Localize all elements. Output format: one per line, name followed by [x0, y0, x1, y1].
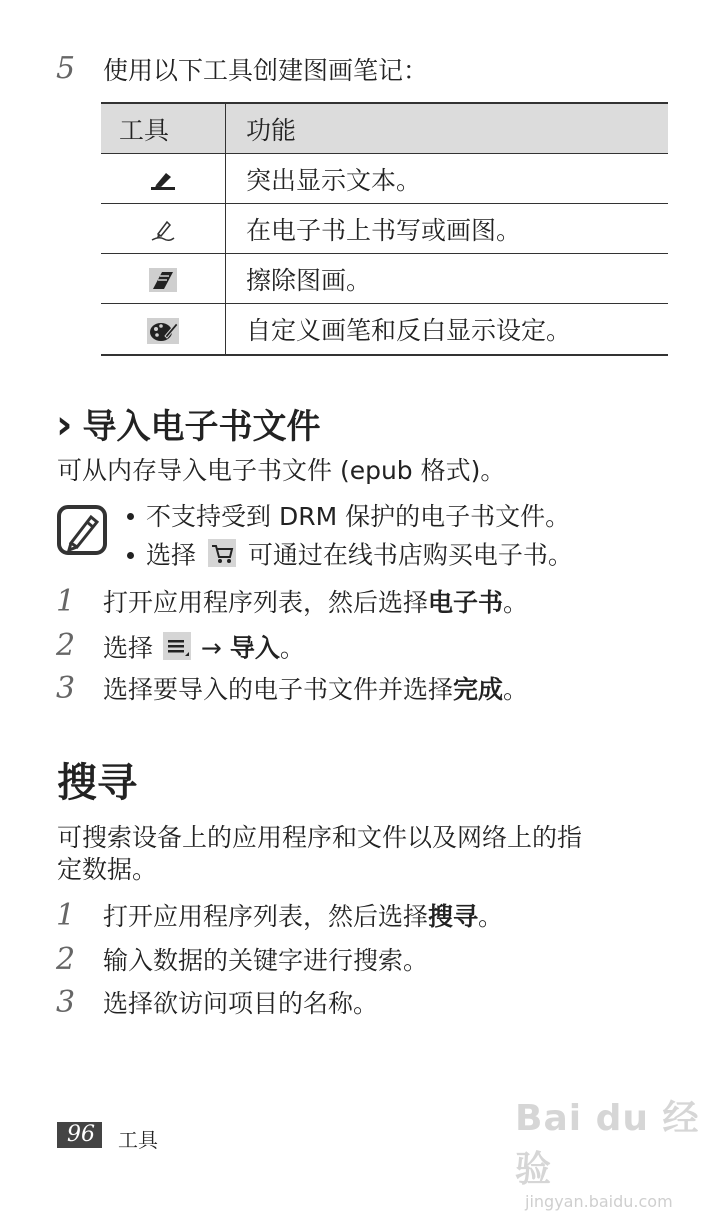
step-text-bold: 完成	[453, 675, 504, 704]
table-cell-icon	[101, 204, 226, 254]
page-number: 96	[57, 1122, 102, 1148]
description-line: 可搜索设备上的应用程序和文件以及网络上的指	[57, 823, 583, 852]
tools-table	[101, 102, 668, 356]
step-text	[103, 902, 503, 932]
note-item	[127, 539, 573, 574]
step-text-bold: 电子书	[428, 588, 504, 617]
table-row	[101, 254, 668, 304]
note-text-prefix: 选择	[146, 540, 197, 570]
step-text-end: 。	[503, 675, 529, 704]
watermark-url: jingyan.baidu.com	[525, 1192, 673, 1211]
step-number: 1	[56, 898, 76, 933]
step-text-end: 。	[478, 902, 504, 931]
watermark	[515, 1090, 715, 1211]
table-header-tool: 工具	[101, 103, 226, 154]
section-title-text: 导入电子书文件	[82, 407, 321, 447]
arrow-icon: →	[200, 633, 222, 663]
note-pencil-icon	[57, 505, 109, 561]
step-text: 使用以下工具创建图画笔记：	[103, 56, 429, 85]
step-text-plain: 选择要导入的电子书文件并选择	[103, 675, 454, 704]
footer-label: 工具	[118, 1128, 158, 1152]
step-number: 1	[56, 584, 76, 619]
eraser-icon	[147, 267, 179, 293]
table-cell-function: 擦除图画。	[226, 254, 669, 304]
step-number: 3	[56, 985, 76, 1020]
bullet	[127, 552, 134, 559]
watermark-logo: Bai du 经验	[515, 1098, 700, 1190]
step-text-end: 。	[279, 633, 305, 663]
table-cell-function: 在电子书上书写或画图。	[226, 204, 669, 254]
step-number: 2	[56, 942, 76, 977]
palette-icon	[147, 318, 179, 344]
step-text-plain: 选择	[103, 633, 154, 663]
step-number: 2	[56, 628, 76, 663]
table-row	[101, 304, 668, 356]
table-cell-icon	[101, 304, 226, 356]
table-cell-icon	[101, 154, 226, 204]
table-header-row	[101, 103, 668, 154]
bullet	[127, 513, 134, 520]
cart-icon	[208, 539, 236, 574]
note-text-suffix: 可通过在线书店购买电子书。	[247, 540, 573, 570]
description-line: 定数据。	[57, 855, 158, 884]
step-text-end: 。	[503, 588, 529, 617]
highlighter-icon	[147, 167, 179, 193]
menu-icon	[163, 632, 191, 667]
step-text: 选择欲访问项目的名称。	[103, 989, 379, 1018]
note-item	[127, 502, 570, 532]
step-text: 输入数据的关键字进行搜索。	[103, 946, 429, 975]
step-number: 5	[56, 51, 76, 86]
step-text-bold: 搜寻	[428, 902, 479, 931]
step-text	[103, 675, 528, 705]
table-cell-function: 突出显示文本。	[226, 154, 669, 204]
step-text	[103, 632, 305, 667]
section-title-import	[56, 402, 321, 448]
step-text-bold: 导入	[229, 633, 280, 663]
table-cell-function: 自定义画笔和反白显示设定。	[226, 304, 669, 356]
step-text-plain: 打开应用程序列表，然后选择	[103, 588, 429, 617]
step-text	[103, 588, 528, 618]
table-cell-icon	[101, 254, 226, 304]
table-row	[101, 154, 668, 204]
note-text: 不支持受到 DRM 保护的电子书文件。	[146, 502, 571, 531]
step-number: 3	[56, 671, 76, 706]
step-text-plain: 打开应用程序列表，然后选择	[103, 902, 429, 931]
section-description: 可从内存导入电子书文件 (epub 格式)。	[57, 456, 506, 485]
pen-icon	[147, 217, 179, 243]
section-description	[57, 822, 582, 886]
table-row	[101, 204, 668, 254]
table-header-function: 功能	[226, 103, 669, 154]
chevron-right-icon: ›	[56, 402, 73, 448]
section-title-search: 搜寻	[57, 760, 137, 806]
